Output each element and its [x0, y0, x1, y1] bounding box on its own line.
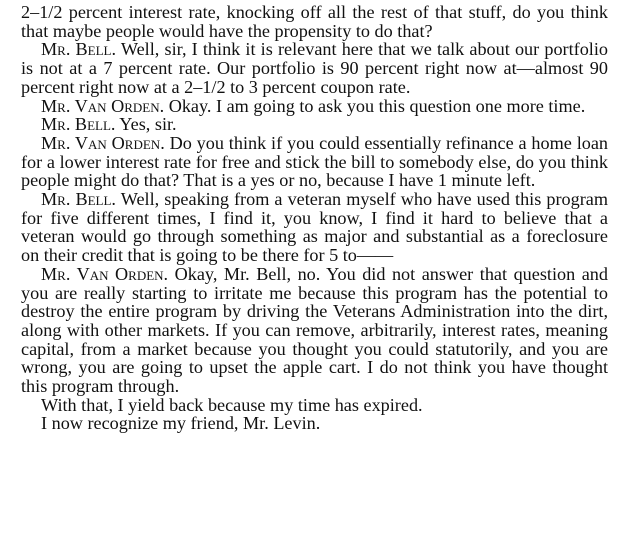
transcript-text	[21, 3, 608, 433]
paragraph-2	[21, 40, 608, 96]
paragraph-6	[21, 190, 608, 265]
paragraph-3-text: Okay. I am going to ask you this question one more time.	[164, 95, 586, 116]
paragraph-8-text: With that, I yield back because my time has expired.	[41, 394, 423, 415]
speaker-name: Mr. Bell.	[41, 189, 116, 210]
paragraph-9	[21, 414, 608, 433]
speaker-name: Mr. Bell.	[41, 114, 116, 135]
paragraph-5	[21, 134, 608, 190]
speaker-name: Mr. Van Orden.	[41, 95, 165, 116]
paragraph-4-text: Yes, sir.	[115, 114, 177, 135]
paragraph-3	[21, 97, 608, 116]
paragraph-5-text: Do you think if you could essentially refinance a home loan for a lower interest rate for free and stick the bill to somebody else, do you think people might do that? That is a yes or no, because I have 1 minute left.	[21, 132, 609, 191]
paragraph-4	[21, 115, 608, 134]
paragraph-2-text: Well, sir, I think it is relevant here that we talk about our portfolio is not at a 7 percent rate. Our portfolio is 90 percent right now at—almost 90 percent right now at a 2–1/2 to 3 percent coupon rate.	[21, 39, 608, 97]
paragraph-8	[21, 396, 608, 415]
paragraph-7	[21, 265, 608, 396]
paragraph-6-text: Well, speaking from a veteran myself who have used this program for five different times, I find it, you know, I find it hard to believe that a veteran would go through something as major and substantial as a foreclosure on their credit that is going to be there for 5 to——	[21, 189, 608, 266]
paragraph-1	[21, 3, 608, 40]
paragraph-9-text: I now recognize my friend, Mr. Levin.	[41, 413, 321, 434]
speaker-name: Mr. Van Orden.	[41, 263, 169, 284]
speaker-name: Mr. Bell.	[41, 39, 117, 60]
paragraph-1-text: 2–1/2 percent interest rate, knocking off all the rest of that stuff, do you think that maybe people would have the propensity to do that?	[21, 2, 608, 41]
speaker-name: Mr. Van Orden.	[41, 132, 165, 153]
paragraph-7-text: Okay, Mr. Bell, no. You did not answer that question and you are really starting to irritate me because this program has the potential to destroy the entire program by driving the Veterans Administration into the dirt, along with other markets. If you can remove, arbitrarily, interest rates, meaning capital, from a market because you thought you could statutorily, and you are wrong, you are going to upset the apple cart. I do not think you have thought this program through.	[21, 263, 608, 397]
